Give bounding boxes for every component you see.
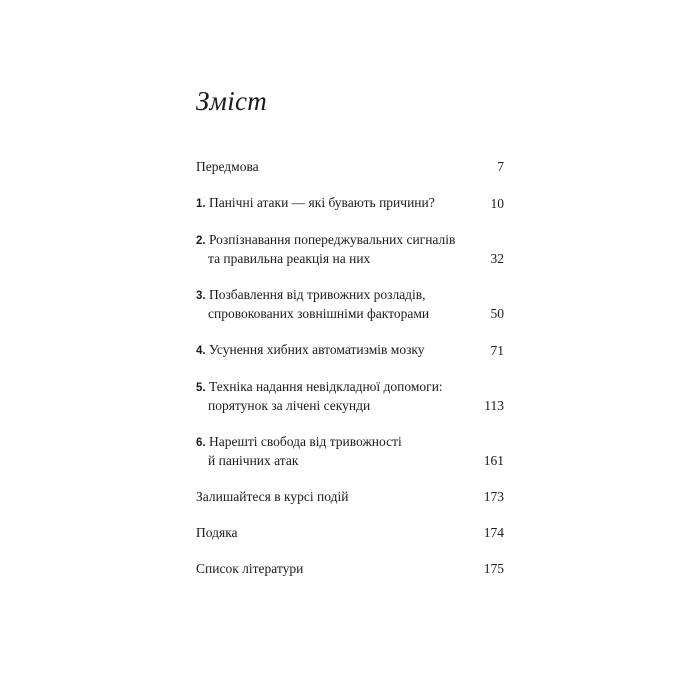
toc-entry-line-continued: та правильна реакція на них: [208, 251, 371, 266]
toc-entry-line: Список літератури: [196, 561, 304, 576]
toc-entry-chapter-2: [196, 231, 504, 268]
toc-entry-line: Подяка: [196, 525, 238, 540]
chapter-title-line: Усунення хибних автоматизмів мозку: [208, 342, 425, 357]
chapter-title-line: Позбавлення від тривожних розладів,: [208, 287, 426, 302]
toc-entry-line: Передмова: [196, 159, 259, 174]
chapter-title-line: Нарешті свобода від тривожності: [208, 434, 402, 449]
toc-entry-line: Залишайтеся в курсі подій: [196, 489, 349, 504]
chapter-title-line: Розпізнавання попереджувальних сигналів: [208, 232, 456, 247]
toc-entry-line-continued: й панічних атак: [208, 453, 299, 468]
toc-page-number: 71: [490, 343, 504, 358]
chapter-number: 4.: [196, 345, 206, 357]
page-title: Зміст: [196, 86, 268, 116]
chapter-number: 3.: [196, 290, 206, 302]
toc-entry-stay-tuned: [196, 488, 504, 506]
toc-entry-line: [196, 194, 477, 213]
toc-page-number: 10: [490, 196, 504, 211]
toc-page-number: 175: [483, 561, 504, 576]
toc-page-number: 173: [483, 489, 504, 504]
toc-page-number: 50: [490, 306, 504, 321]
toc-page-number: 174: [483, 525, 504, 540]
toc-entry-text: [196, 488, 484, 506]
toc-entry-references: [196, 560, 504, 578]
chapter-number: 6.: [196, 437, 206, 449]
toc-entry-text: [196, 341, 491, 360]
toc-entry-line: [196, 341, 477, 360]
toc-page-number: 32: [490, 251, 504, 266]
toc-entry-chapter-1: [196, 194, 504, 213]
chapter-number: 5.: [196, 382, 206, 394]
toc-entry-line: [196, 231, 477, 250]
toc-entry-text: [196, 433, 484, 470]
toc-entry-line: [196, 286, 477, 305]
chapter-number: 1.: [196, 198, 206, 210]
toc-entry-chapter-5: [196, 378, 504, 415]
toc-entry-text: [196, 231, 491, 268]
toc-page-number: 7: [497, 159, 504, 174]
chapter-title-line: Техніка надання невідкладної допомоги:: [208, 379, 443, 394]
table-of-contents: [196, 158, 504, 578]
toc-page-number: 161: [483, 453, 504, 468]
toc-entry-line-continued: порятунок за лічені секунди: [208, 398, 371, 413]
toc-entry-line: [196, 433, 470, 452]
toc-page-number: 113: [484, 398, 504, 413]
toc-entry-text: [196, 524, 484, 542]
toc-entry-line-continued: спровокованих зовнішніми факторами: [208, 306, 430, 321]
toc-entry-chapter-4: [196, 341, 504, 360]
toc-entry-line: [196, 378, 470, 397]
toc-entry-text: [196, 560, 484, 578]
toc-entry-chapter-3: [196, 286, 504, 323]
toc-entry-text: [196, 194, 491, 213]
toc-entry-text: [196, 286, 491, 323]
toc-entry-chapter-6: [196, 433, 504, 470]
chapter-number: 2.: [196, 235, 206, 247]
toc-entry-text: [196, 158, 497, 176]
toc-entry-preface: [196, 158, 504, 176]
toc-entry-text: [196, 378, 484, 415]
toc-entry-acknowledgements: [196, 524, 504, 542]
chapter-title-line: Панічні атаки — які бувають причини?: [208, 195, 435, 210]
